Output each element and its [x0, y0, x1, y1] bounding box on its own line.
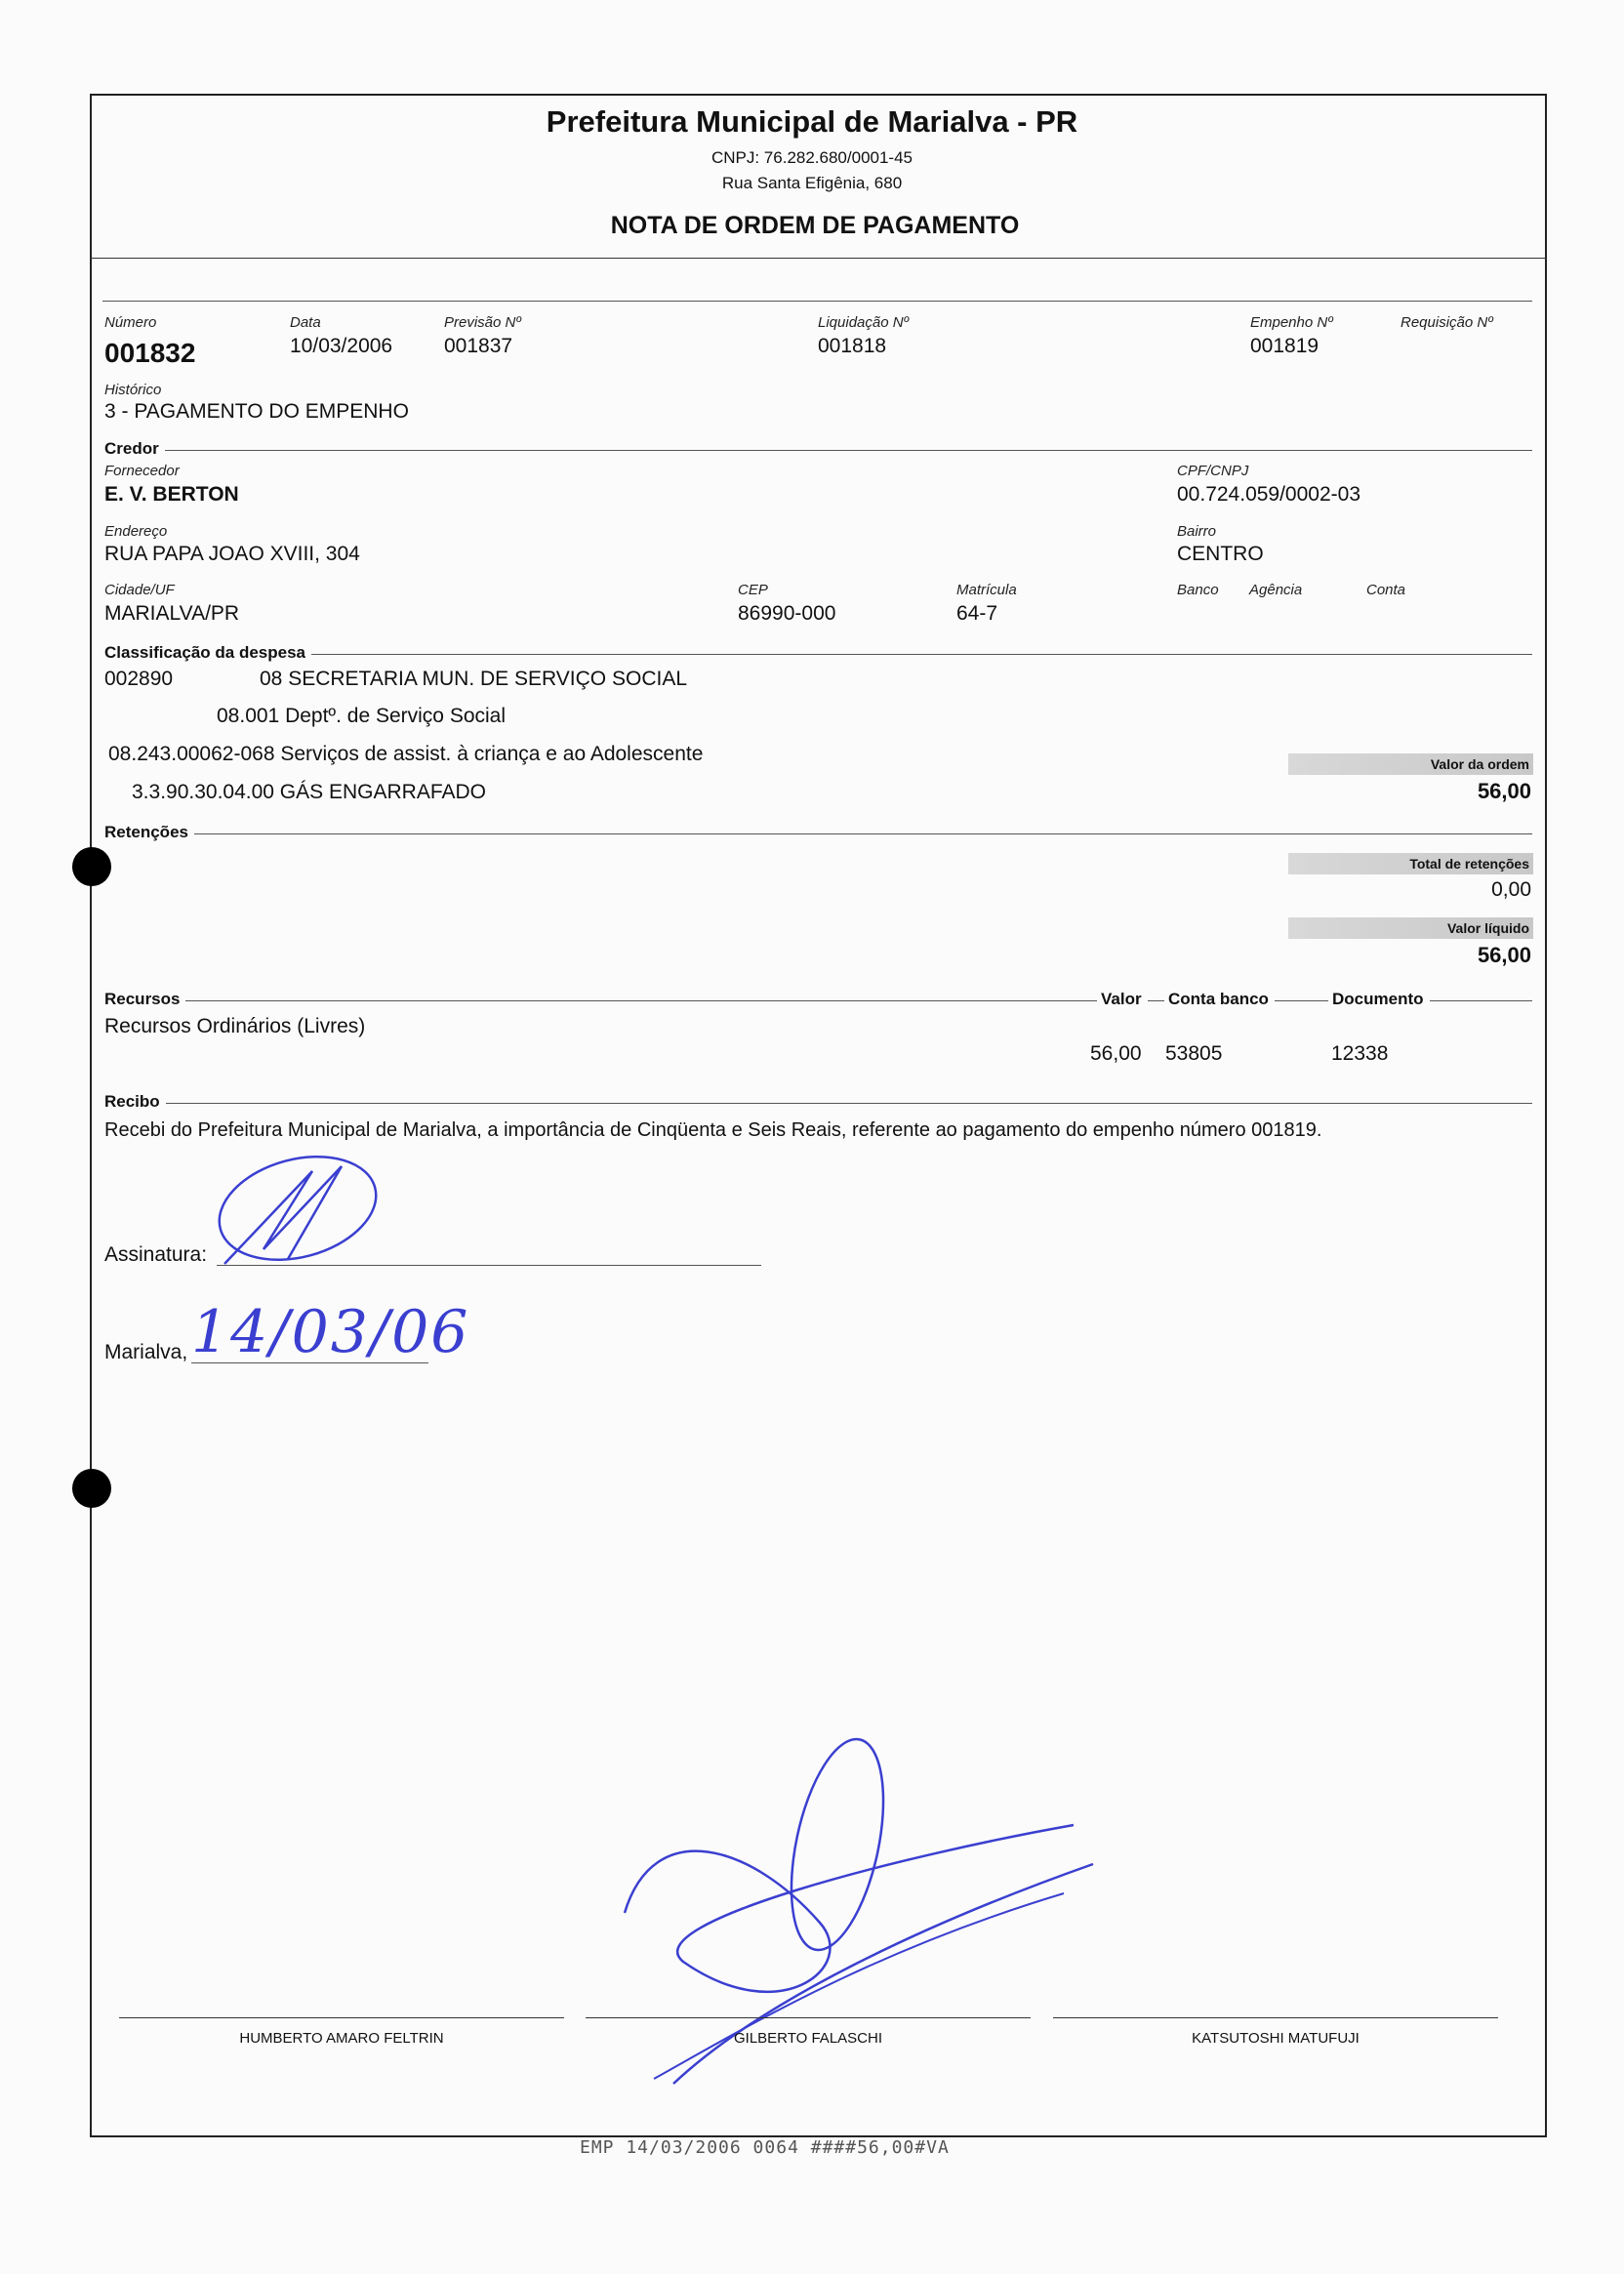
credor-section: Credor — [104, 439, 165, 459]
recursos-conta-label: Conta banco — [1164, 990, 1275, 1009]
bank-stamp: EMP 14/03/2006 0064 ####56,00#VA — [580, 2137, 950, 2158]
classificacao-line4: 3.3.90.30.04.00 GÁS ENGARRAFADO — [132, 781, 487, 803]
cep-label: CEP — [738, 582, 768, 598]
empenho-label: Empenho Nº — [1250, 314, 1333, 331]
fornecedor-value: E. V. BERTON — [104, 483, 239, 506]
total-retencoes-label: Total de retenções — [1288, 853, 1533, 874]
retencoes-rule — [104, 833, 1532, 834]
recursos-section: Recursos — [104, 990, 185, 1009]
classificacao-line3: 08.243.00062-068 Serviços de assist. à criança e ao Adolescente — [108, 743, 704, 765]
assinatura-label: Assinatura: — [104, 1243, 208, 1266]
matricula-value: 64-7 — [956, 602, 998, 625]
banco-label: Banco — [1177, 582, 1219, 598]
recibo-text: Recebi do Prefeitura Municipal de Marialva, a importância de Cinqüenta e Seis Reais, referente ao pagamento do empenho número 001819. — [104, 1119, 1322, 1141]
recipient-signature — [195, 1142, 390, 1279]
matricula-label: Matrícula — [956, 582, 1017, 598]
historico-value: 3 - PAGAMENTO DO EMPENHO — [104, 400, 409, 423]
endereco-label: Endereço — [104, 523, 168, 540]
cpf-value: 00.724.059/0002-03 — [1177, 483, 1361, 506]
signatory-name-3: KATSUTOSHI MATUFUJI — [1192, 2030, 1360, 2047]
header-divider — [90, 258, 1547, 259]
classificacao-line1: 08 SECRETARIA MUN. DE SERVIÇO SOCIAL — [260, 668, 688, 690]
recibo-section: Recibo — [104, 1092, 166, 1112]
document-title: NOTA DE ORDEM DE PAGAMENTO — [610, 212, 1020, 239]
classificacao-line2: 08.001 Deptº. de Serviço Social — [217, 705, 507, 727]
endereco-value: RUA PAPA JOAO XVIII, 304 — [104, 543, 360, 565]
classificacao-rule — [104, 654, 1532, 655]
address-line: Rua Santa Efigênia, 680 — [721, 174, 903, 192]
recursos-documento-label: Documento — [1328, 990, 1430, 1009]
previsao-label: Previsão Nº — [444, 314, 521, 331]
cep-value: 86990-000 — [738, 602, 836, 625]
classificacao-section: Classificação da despesa — [104, 643, 311, 663]
municipality-title: Prefeitura Municipal de Marialva - PR — [546, 104, 1078, 139]
recursos-documento: 12338 — [1331, 1042, 1389, 1065]
recursos-valor: 56,00 — [1090, 1042, 1142, 1065]
historico-label: Histórico — [104, 382, 162, 398]
local-label: Marialva, — [104, 1341, 188, 1363]
recursos-rule — [104, 1000, 1532, 1001]
signatory-name-2: GILBERTO FALASCHI — [734, 2030, 882, 2047]
cnpj-line: CNPJ: 76.282.680/0001-45 — [710, 148, 914, 167]
empenho-value: 001819 — [1250, 335, 1320, 357]
numero-value: 001832 — [104, 338, 196, 368]
header-divider-thin — [102, 301, 1532, 302]
data-label: Data — [290, 314, 321, 331]
fornecedor-label: Fornecedor — [104, 463, 180, 479]
liquidacao-label: Liquidação Nº — [818, 314, 910, 331]
handwritten-date: 14/03/06 — [191, 1298, 470, 1366]
data-value: 10/03/2006 — [290, 335, 393, 357]
classificacao-code: 002890 — [104, 668, 174, 690]
cidade-value: MARIALVA/PR — [104, 602, 240, 625]
signatory-line-1 — [119, 2017, 564, 2018]
signatory-line-2 — [586, 2017, 1031, 2018]
numero-label: Número — [104, 314, 157, 331]
signatory-line-3 — [1053, 2017, 1498, 2018]
requisicao-label: Requisição Nº — [1401, 314, 1493, 331]
valor-ordem-label: Valor da ordem — [1288, 753, 1533, 775]
agencia-label: Agência — [1249, 582, 1303, 598]
punch-hole — [72, 847, 111, 886]
recursos-fonte: Recursos Ordinários (Livres) — [104, 1015, 366, 1037]
recursos-conta: 53805 — [1165, 1042, 1223, 1065]
bairro-label: Bairro — [1177, 523, 1217, 540]
liquidacao-value: 001818 — [818, 335, 887, 357]
valor-ordem-value: 56,00 — [1477, 779, 1531, 803]
cpf-label: CPF/CNPJ — [1177, 463, 1249, 479]
cidade-label: Cidade/UF — [104, 582, 175, 598]
punch-hole — [72, 1469, 111, 1508]
recibo-rule — [104, 1103, 1532, 1104]
credor-rule — [104, 450, 1532, 451]
previsao-value: 001837 — [444, 335, 513, 357]
retencoes-section: Retenções — [104, 823, 194, 842]
bairro-value: CENTRO — [1177, 543, 1264, 565]
valor-liquido-label: Valor líquido — [1288, 917, 1533, 939]
recursos-valor-label: Valor — [1097, 990, 1148, 1009]
signatory-name-1: HUMBERTO AMARO FELTRIN — [239, 2030, 444, 2047]
conta-label: Conta — [1366, 582, 1406, 598]
total-retencoes-value: 0,00 — [1491, 878, 1531, 901]
valor-liquido-value: 56,00 — [1477, 943, 1531, 967]
